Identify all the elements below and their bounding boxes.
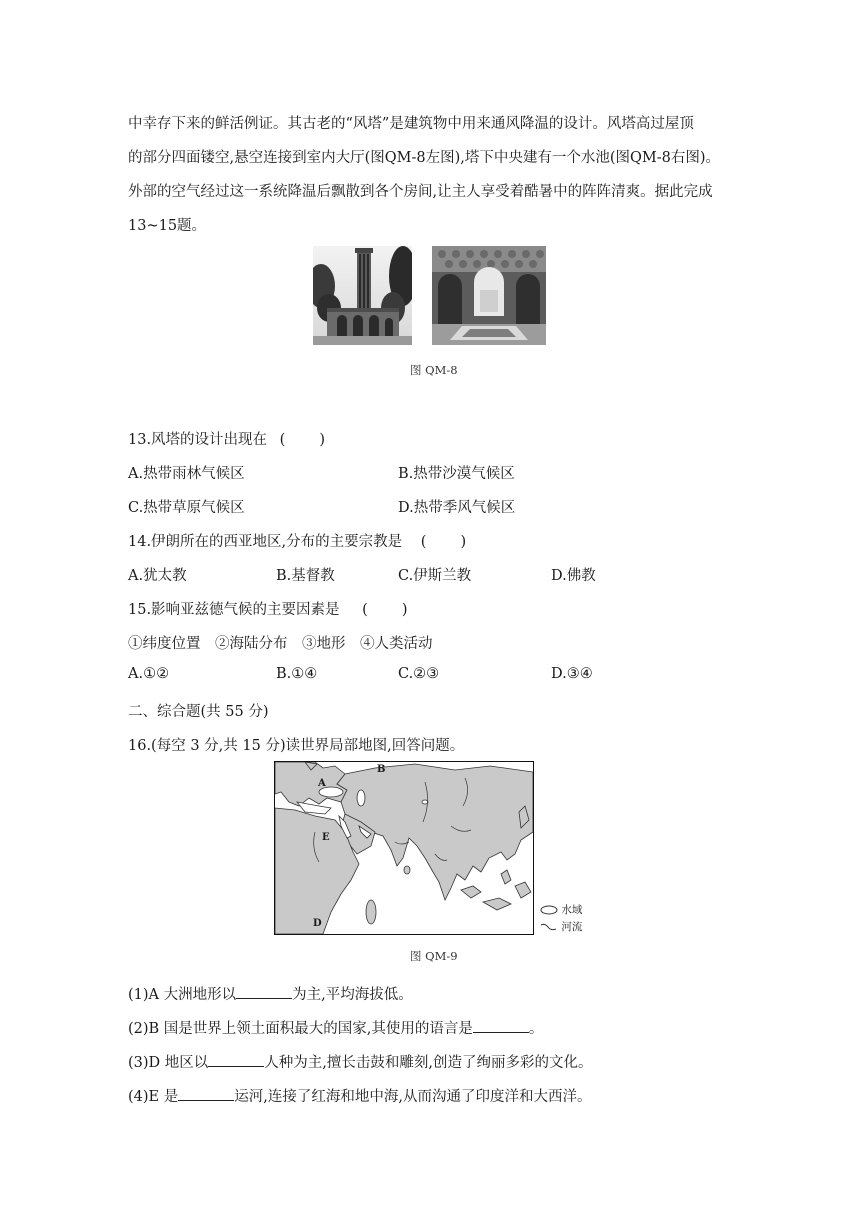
legend-water-label: 水域 — [561, 904, 583, 916]
q14-option-a: A.犹太教 — [128, 568, 187, 584]
q16-sub-1-blank[interactable] — [236, 986, 292, 999]
q16-sub-3-post: 人种为主,擅长击鼓和雕刻,创造了绚丽多彩的文化。 — [264, 1055, 593, 1071]
q14-option-b: B.基督教 — [276, 568, 335, 584]
river-line-icon — [540, 922, 558, 932]
legend-water — [540, 902, 582, 917]
q15-option-d: D.③④ — [551, 666, 593, 682]
q15-stem-text: 15.影响亚兹德气候的主要因素是 — [128, 602, 340, 618]
q13-option-a: A.热带雨林气候区 — [128, 466, 245, 482]
q16-sub-4 — [128, 1085, 591, 1106]
q16-sub-2-post: 。 — [528, 1021, 544, 1037]
wind-tower-exterior-photo — [313, 246, 412, 345]
intro-line-3: 外部的空气经过这一系统降温后飘散到各个房间,让主人享受着酷暑中的阵阵清爽。据此完成 — [128, 184, 713, 200]
figure-qm8-caption: 图 QM-8 — [410, 363, 458, 377]
q15-paren-right: ) — [401, 602, 408, 618]
q13-option-d: D.热带季风气候区 — [398, 500, 516, 516]
q15-option-b: B.①④ — [276, 666, 318, 682]
q16-sub-4-post: 运河,连接了红海和地中海,从而沟通了印度洋和大西洋。 — [234, 1089, 592, 1105]
q16-sub-4-pre: (4)E 是 — [128, 1089, 179, 1105]
q16-sub-2 — [128, 1017, 543, 1038]
map-label-d: D — [313, 918, 322, 929]
q14-stem-text: 14.伊朗所在的西亚地区,分布的主要宗教是 — [128, 534, 403, 550]
legend-river — [540, 919, 582, 934]
map-label-a: A — [318, 778, 326, 789]
q16-sub-2-pre: (2)B 国是世界上领土面积最大的国家,其使用的语言是 — [128, 1021, 473, 1037]
q13-stem — [128, 428, 325, 449]
map-label-b: B — [377, 764, 386, 775]
map-label-e: E — [322, 832, 330, 843]
q13-paren-right: ) — [319, 432, 326, 448]
q16-sub-2-blank[interactable] — [473, 1020, 529, 1033]
q15-factors: ①纬度位置 ②海陆分布 ③地形 ④人类活动 — [128, 636, 433, 652]
q14-option-c: C.伊斯兰教 — [398, 568, 472, 584]
q16-sub-3 — [128, 1051, 593, 1072]
q14-stem — [128, 530, 466, 551]
wind-tower-interior-photo — [432, 246, 546, 345]
q13-paren-left: ( — [279, 432, 286, 448]
q13-option-b: B.热带沙漠气候区 — [398, 466, 515, 482]
q15-option-a: A.①② — [128, 666, 170, 682]
q14-option-d: D.佛教 — [551, 568, 596, 584]
section-2-title: 二、综合题(共 55 分) — [128, 704, 269, 720]
q16-sub-1-post: 为主,平均海拔低。 — [292, 987, 413, 1003]
intro-line-2: 的部分四面镂空,悬空连接到室内大厅(图QM-8左图),塔下中央建有一个水池(图QM-8右图)。 — [128, 150, 721, 166]
q16-sub-3-pre: (3)D 地区以 — [128, 1055, 209, 1071]
q14-paren-left: ( — [420, 534, 427, 550]
q16-sub-3-blank[interactable] — [208, 1054, 264, 1067]
intro-line-1: 中幸存下来的鲜活例证。其古老的“风塔”是建筑物中用来通风降温的设计。风塔高过屋顶 — [128, 116, 694, 132]
q15-paren-left: ( — [362, 602, 368, 618]
q15-stem — [128, 598, 408, 619]
world-partial-map — [274, 761, 534, 935]
water-swatch-icon — [540, 905, 558, 915]
legend-river-label: 河流 — [561, 921, 583, 933]
q15-option-c: C.②③ — [398, 666, 440, 682]
q14-paren-right: ) — [460, 534, 467, 550]
intro-line-4: 13~15题。 — [128, 218, 207, 234]
q16-sub-1-pre: (1)A 大洲地形以 — [128, 987, 237, 1003]
q16-sub-4-blank[interactable] — [178, 1088, 234, 1101]
q16-stem: 16.(每空 3 分,共 15 分)读世界局部地图,回答问题。 — [128, 738, 465, 754]
figure-qm9-caption: 图 QM-9 — [410, 949, 458, 963]
q16-sub-1 — [128, 983, 413, 1004]
q13-stem-text: 13.风塔的设计出现在 — [128, 432, 268, 448]
q13-option-c: C.热带草原气候区 — [128, 500, 245, 516]
